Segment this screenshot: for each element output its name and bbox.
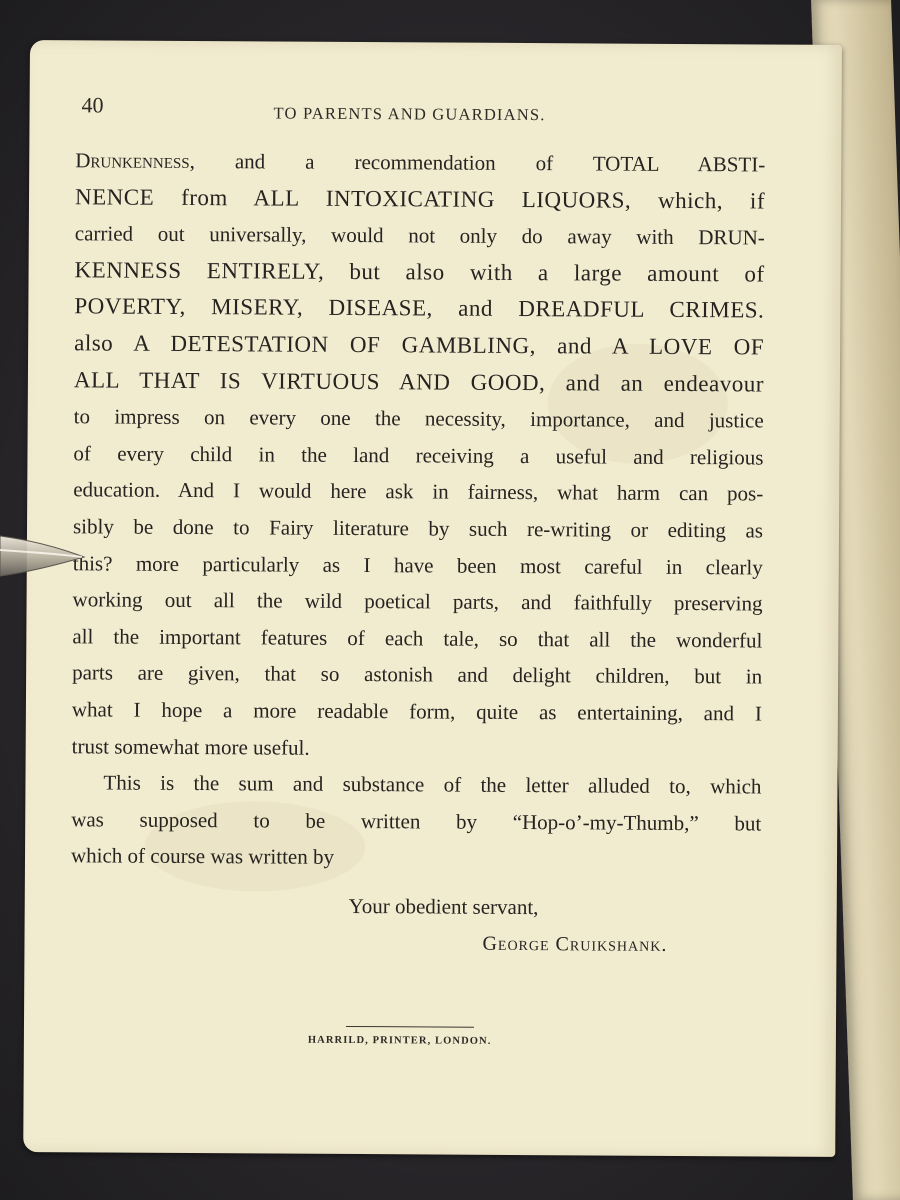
body-text (71, 142, 765, 878)
text-line: carried out universally, would not only do away with DRUN- (74, 221, 765, 250)
text-line: KENNESS ENTIRELY, but also with a large amount of (74, 257, 765, 287)
text-line: was supposed to be written by “Hop-o’-my-Thumb,” but (71, 806, 762, 836)
text-line: Drunkenness, and a recommendation of TOTAL ABSTI- (75, 148, 766, 177)
text-line: sibly be done to Fairy literature by such re-writing or editing as (72, 514, 764, 543)
running-head: TO PARENTS AND GUARDIANS. (273, 103, 546, 125)
text-line: working out all the wild poetical parts, and faithfully preserving (72, 587, 763, 616)
text-line: parts are given, that so astonish and delight children, but in (72, 660, 763, 689)
printer-imprint: HARRILD, PRINTER, LONDON. (307, 1034, 492, 1047)
imprint-rule (346, 1026, 474, 1028)
text-line: what I hope a more readable form, quite as entertaining, and I (71, 697, 762, 726)
text-line: education. And I would here ask in fairness, what harm can pos- (73, 477, 764, 506)
text-line: all the important features of each tale, so that all the wonderful (72, 623, 763, 653)
page-clip-icon (0, 530, 86, 578)
text-line: this? more particularly as I have been most careful in clearly (72, 550, 763, 580)
book-page (23, 40, 842, 1157)
signature: George Cruikshank. (482, 932, 668, 956)
text-line: POVERTY, MISERY, DISEASE, and DREADFUL CRIMES. (74, 293, 765, 323)
text-line: ALL THAT IS VIRTUOUS AND GOOD, and an endeavour (73, 366, 764, 397)
text-line: which of course was written by (70, 843, 335, 870)
text-line: of every child in the land receiving a useful and religious (73, 441, 764, 470)
text-line: This is the sum and substance of the letter alluded to, which (103, 770, 762, 799)
text-line: to impress on every one the necessity, importance, and justice (73, 404, 764, 433)
text-line: also A DETESTATION OF GAMBLING, and A LOVE OF (74, 330, 765, 360)
text-line: trust somewhat more useful. (71, 733, 310, 760)
page-number: 40 (81, 92, 104, 118)
text-line: NENCE from ALL INTOXICATING LIQUORS, which, if (74, 183, 766, 214)
signoff: Your obedient servant, (348, 893, 539, 920)
